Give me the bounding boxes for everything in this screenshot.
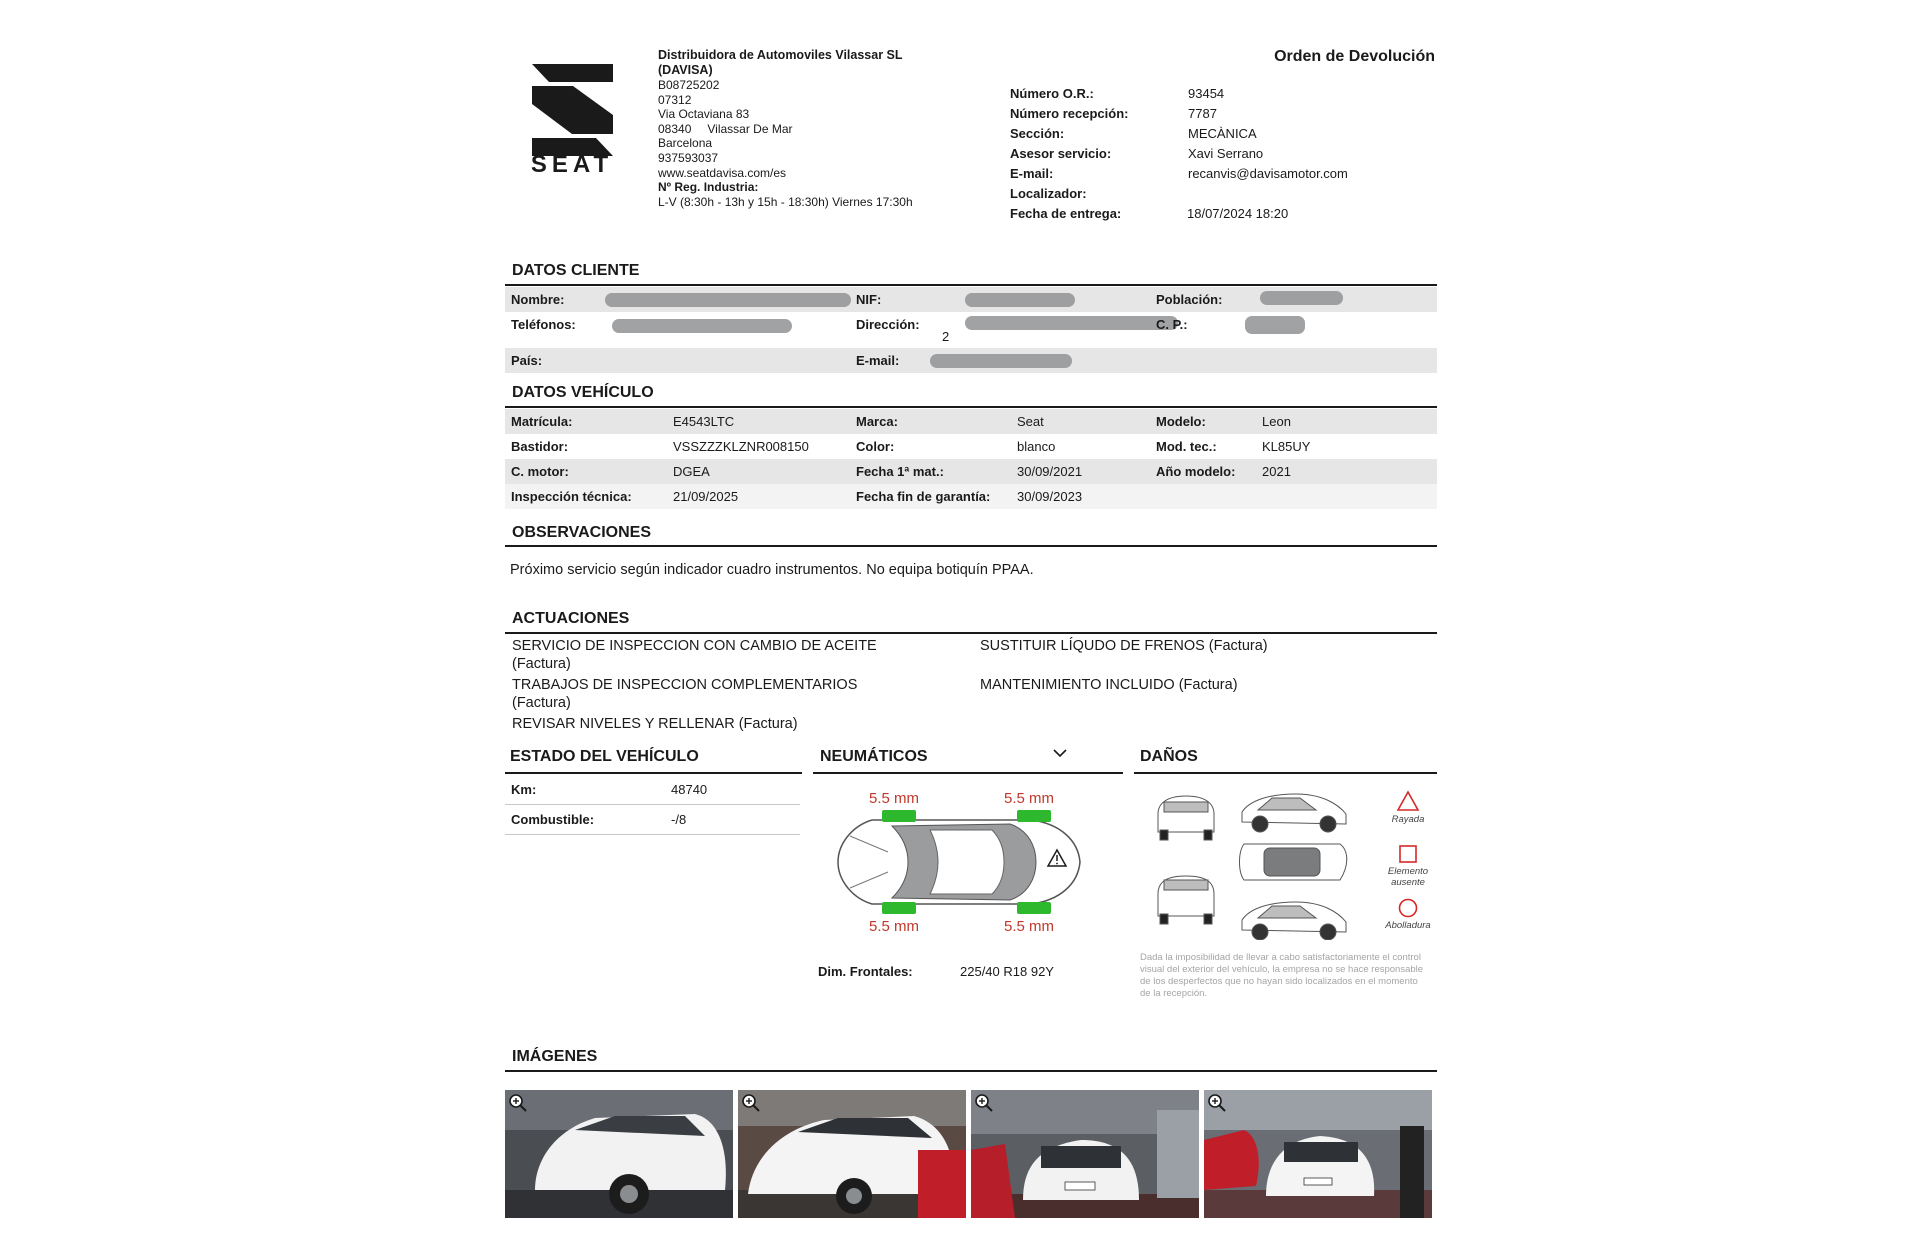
order-field: Asesor servicio: Xavi Serrano: [1010, 146, 1264, 161]
vehicle-photo-2[interactable]: [738, 1090, 966, 1218]
vehiculo-row: C. motor: DGEA Fecha 1ª mat.: 30/09/2021 Año modelo: 2021: [505, 459, 1437, 484]
chevron-down-icon[interactable]: [1052, 746, 1068, 760]
actuacion-item: SUSTITUIR LÍQUDO DE FRENOS (Factura): [980, 638, 1268, 654]
imagenes-section-title: IMÁGENES: [512, 1048, 598, 1065]
order-field: Fecha de entrega: 18/07/2024 18:20: [1010, 206, 1289, 221]
cliente-row: Nombre: NIF: Población:: [505, 287, 1437, 312]
legend-missing-label: Elemento ausente: [1387, 866, 1429, 888]
dealer-web[interactable]: www.seatdavisa.com/es: [658, 165, 787, 180]
observaciones-text: Próximo servicio según indicador cuadro instrumentos. No equipa botiquín PPAA.: [510, 562, 1034, 578]
vehiculo-row: Matrícula: E4543LTC Marca: Seat Modelo: Leon: [505, 409, 1437, 434]
section-rule: [505, 545, 1437, 547]
damage-diagram: [1150, 790, 1370, 940]
order-field: Localizador:: [1010, 186, 1087, 201]
tyre-rear-left-depth: 5.5 mm: [869, 918, 920, 935]
vehiculo-row: Inspección técnica: 21/09/2025 Fecha fin de garantía: 30/09/2023: [505, 484, 1437, 509]
legend-dent-label: Abolladura: [1385, 920, 1431, 931]
order-field: E-mail: recanvis@davisamotor.com: [1010, 166, 1348, 181]
cliente-row: Teléfonos: Dirección: 2 C. P.:: [505, 312, 1437, 348]
dealer-cif: B08725202: [658, 78, 720, 92]
actuacion-item: TRABAJOS DE INSPECCION COMPLEMENTARIOS (Factura): [512, 677, 858, 711]
zoom-icon[interactable]: [508, 1093, 528, 1113]
cliente-row: País: E-mail:: [505, 348, 1437, 373]
damage-disclaimer: Dada la imposibilidad de llevar a cabo satisfactoriamente el control visual del exterior del vehículo, la empresa no se hace responsable de los desperfectos que no hayan sido localizados en el momento de la recepción.: [1140, 952, 1424, 999]
car-top-view-diagram: [832, 806, 1084, 918]
neumaticos-section-title: NEUMÁTICOS: [820, 748, 928, 765]
redacted-cp: [1245, 316, 1305, 334]
dent-circle-icon: [1398, 898, 1418, 918]
cliente-section-title: DATOS CLIENTE: [512, 262, 640, 279]
order-field: Número O.R.: 93454: [1010, 86, 1225, 101]
actuacion-item: MANTENIMIENTO INCLUIDO (Factura): [980, 677, 1238, 693]
actuacion-item: SERVICIO DE INSPECCION CON CAMBIO DE ACEITE (Factura): [512, 638, 877, 672]
dealer-name-abbr: (DAVISA): [658, 63, 713, 77]
section-rule: [505, 772, 802, 774]
redacted-email: [930, 354, 1072, 368]
svg-text:SEAT: SEAT: [530, 151, 614, 172]
actuacion-item: REVISAR NIVELES Y RELLENAR (Factura): [512, 716, 798, 732]
estado-section-title: ESTADO DEL VEHÍCULO: [510, 748, 699, 765]
section-rule: [505, 406, 1437, 408]
scratch-triangle-icon: [1396, 790, 1420, 812]
missing-square-icon: [1399, 845, 1417, 863]
order-title: Orden de Devolución: [1274, 48, 1435, 65]
legend-scratch-label: Rayada: [1391, 814, 1425, 825]
vehiculo-row: Bastidor: VSSZZZKLZNR008150 Color: blanco Mod. tec.: KL85UY: [511, 439, 1311, 454]
vehicle-photo-1[interactable]: [505, 1090, 733, 1218]
vehicle-photo-4[interactable]: [1204, 1090, 1432, 1218]
dealer-reg-label: Nº Reg. Industria:: [658, 180, 759, 195]
zoom-icon[interactable]: [1207, 1093, 1227, 1113]
tyre-front-right-depth: 5.5 mm: [1004, 790, 1055, 807]
actuaciones-section-title: ACTUACIONES: [512, 610, 630, 627]
tyre-rear-right-depth: 5.5 mm: [1004, 918, 1055, 935]
section-rule: [813, 772, 1123, 774]
km-row: Km: 48740: [505, 775, 800, 805]
danos-section-title: DAÑOS: [1140, 748, 1198, 765]
vehicle-photo-3[interactable]: [971, 1090, 1199, 1218]
dealer-street: Via Octaviana 83: [658, 107, 750, 122]
section-rule: [1134, 772, 1437, 774]
redacted-city: [1260, 291, 1343, 305]
section-rule: [505, 284, 1437, 286]
observaciones-section-title: OBSERVACIONES: [512, 524, 651, 541]
order-field: Número recepción: 7787: [1010, 106, 1217, 121]
dealer-province: Barcelona: [658, 136, 713, 151]
redacted-address: [965, 316, 1178, 330]
section-rule: [505, 632, 1437, 634]
dealer-name: Distribuidora de Automoviles Vilassar SL: [658, 48, 903, 62]
section-rule: [505, 1070, 1437, 1072]
fuel-row: Combustible: -/8: [505, 805, 800, 835]
zoom-icon[interactable]: [974, 1093, 994, 1113]
tyre-dimension-value: 225/40 R18 92Y: [960, 964, 1054, 979]
redacted-nif: [965, 293, 1075, 307]
tyre-front-left-depth: 5.5 mm: [869, 790, 920, 807]
tyre-dimension-label: Dim. Frontales:: [818, 964, 913, 979]
vehiculo-section-title: DATOS VEHÍCULO: [512, 384, 654, 401]
order-field: Sección: MECÀNICA: [1010, 126, 1257, 141]
dealer-postal-city: 08340 Vilassar De Mar: [658, 121, 793, 136]
zoom-icon[interactable]: [741, 1093, 761, 1113]
dealer-hours: L-V (8:30h - 13h y 15h - 18:30h) Viernes 17:30h: [658, 194, 913, 209]
dealer-phone: 937593037: [658, 150, 719, 165]
dealer-code: 07312: [658, 92, 692, 107]
redacted-name: [605, 293, 851, 307]
redacted-phone: [612, 319, 792, 333]
